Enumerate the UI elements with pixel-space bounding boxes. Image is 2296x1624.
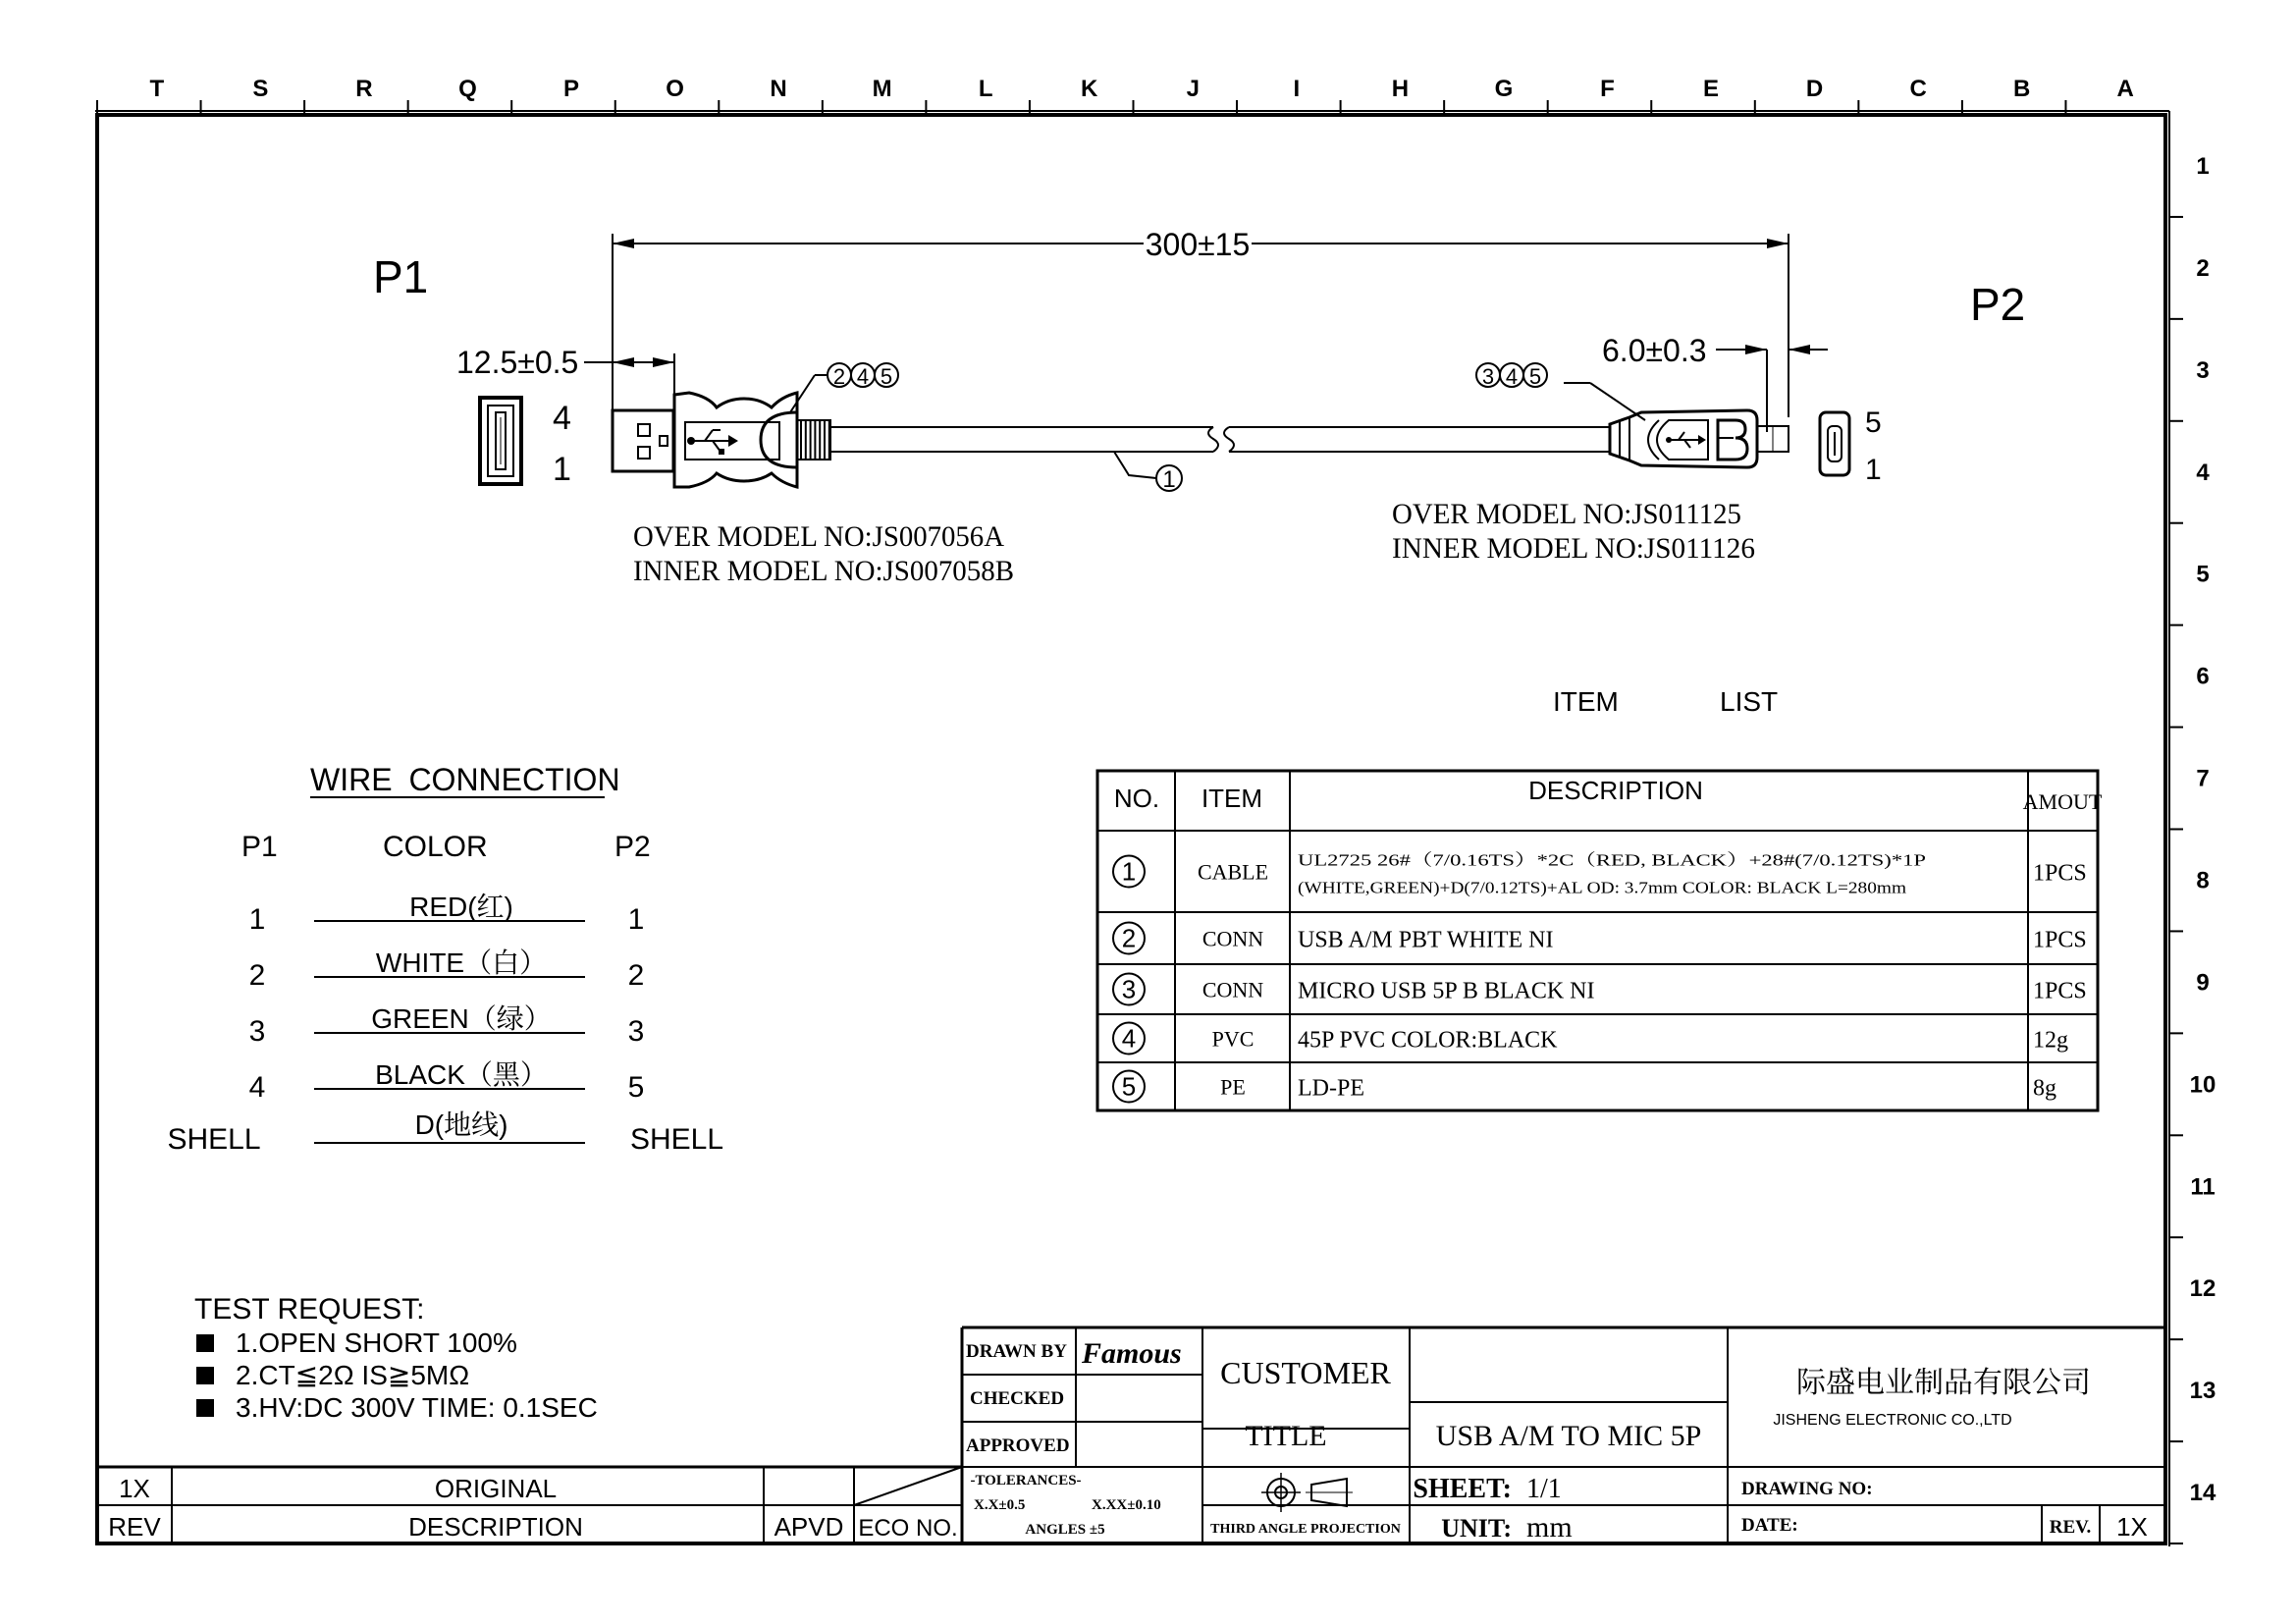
wire-p2-pin: 3 [627,1015,645,1048]
wire-p2-pin: 5 [627,1071,645,1104]
p1-over-model: OVER MODEL NO:JS007056A [633,520,1005,553]
usb-symbol-icon [687,430,738,455]
company-name-english: JISHENG ELECTRONIC CO.,LTD [1773,1412,2012,1429]
wire-connection-table [167,762,723,1156]
bullet-icon [196,1399,214,1417]
item-row-amount: 1PCS [2033,978,2087,1004]
tolerances-label: -TOLERANCES- [970,1473,1082,1489]
wire-color: D(地线) [414,1110,508,1140]
item-list-row [1113,851,2087,897]
wire-color: RED(红) [409,892,513,922]
row-zone-12: 12 [2189,1275,2216,1303]
revision-value: 1X [119,1474,150,1503]
wire-color: BLACK（黑） [375,1059,548,1090]
row-zone-8: 8 [2196,867,2210,894]
p1-pin-top: 4 [553,400,571,437]
p1-model-numbers [633,520,1014,587]
column-zone-h: H [1391,76,1410,102]
column-zone-e: E [1703,76,1720,102]
drawn-by-signature: Famous [1082,1337,1182,1370]
column-zone-j: J [1186,76,1200,102]
cable-callout-number: 1 [1162,466,1176,493]
item-list-row [1113,1071,2056,1103]
item-row-description: USB A/M PBT WHITE NI [1298,927,1554,953]
item-row-item: CONN [1201,926,1264,951]
row-zone-4: 4 [2196,459,2210,486]
item-list-row [1113,923,2087,954]
callout-number: 5 [880,364,893,389]
item-row-amount: 8g [2033,1075,2056,1102]
title-label: TITLE [1245,1420,1327,1452]
micro-usb-face-view [1820,406,1882,486]
p2-part-callouts [1476,363,1645,420]
p2-model-numbers [1392,498,1755,565]
revision-apvd-label: APVD [774,1512,844,1542]
row-zone-7: 7 [2196,765,2210,792]
projection-label: THIRD ANGLE PROJECTION [1210,1522,1401,1537]
wire-row [249,1003,645,1048]
tolerance-one-decimal: X.X±0.5 [974,1497,1026,1513]
item-row-item: CABLE [1197,859,1269,885]
column-zone-n: N [770,76,787,102]
p1-label: P1 [373,251,429,302]
checked-label: CHECKED [970,1388,1065,1409]
item-row-number: 3 [1121,974,1137,1004]
callout-number: 4 [1505,364,1519,389]
column-zone-p: P [562,76,579,102]
item-row-amount: 1PCS [2033,860,2087,887]
unit-label: UNIT: [1441,1514,1512,1543]
p1-part-callouts [790,363,898,412]
wire-header-color: COLOR [383,831,488,863]
wire-p1-pin: 4 [248,1071,266,1104]
test-request-item: 1.OPEN SHORT 100% [236,1327,517,1358]
column-zone-s: S [252,76,269,102]
test-request-notes [194,1293,598,1423]
p2-inner-model: INNER MODEL NO:JS011126 [1392,532,1755,565]
p2-dimension-value: 6.0±0.3 [1602,333,1707,368]
usb-symbol-icon [1666,432,1706,448]
item-row-item: CONN [1201,977,1264,1002]
column-zone-d: D [1805,76,1824,102]
item-list-title-item: ITEM [1553,686,1619,717]
row-zone-9: 9 [2196,969,2210,997]
customer-label: CUSTOMER [1220,1355,1391,1390]
p2-over-model: OVER MODEL NO:JS011125 [1392,498,1741,530]
test-request-item: 2.CT≦2Ω IS≧5MΩ [236,1360,470,1390]
wire-p2-pin: 2 [627,959,645,992]
callout-number: 5 [1528,364,1542,389]
row-zone-11: 11 [2190,1173,2216,1201]
item-row-description: MICRO USB 5P B BLACK NI [1298,978,1595,1004]
date-label: DATE: [1741,1515,1798,1536]
callout-number: 4 [856,364,870,389]
column-zone-m: M [872,76,892,102]
usb-a-plug-connector [613,393,830,487]
row-zone-13: 13 [2189,1378,2216,1405]
test-request-item: 3.HV:DC 300V TIME: 0.1SEC [236,1392,598,1423]
column-zone-r: R [355,76,373,102]
title-block-rev-label: REV. [2049,1517,2092,1538]
p1-inner-model: INNER MODEL NO:JS007058B [633,555,1014,587]
item-header-item: ITEM [1201,784,1263,813]
row-zone-1: 1 [2196,152,2210,180]
title-block [962,1327,2165,1543]
column-zone-c: C [1909,76,1927,102]
unit-value: mm [1526,1511,1573,1543]
item-header-no: NO. [1113,784,1160,813]
column-zone-a: A [2116,76,2134,102]
wire-p1-pin: 2 [248,959,266,992]
cable-callout [1114,452,1182,493]
title-value: USB A/M TO MIC 5P [1435,1420,1702,1452]
p2-label: P2 [1970,279,2026,330]
row-zone-14: 14 [2189,1480,2216,1507]
wire-p1-pin: 1 [248,903,266,936]
p2-pin-bottom: 1 [1865,454,1882,486]
revision-eco-label: ECO NO. [858,1515,958,1542]
cable-body [830,427,1610,452]
column-zone-i: I [1293,76,1301,102]
p1-pin-bottom: 1 [553,451,571,488]
column-zone-g: G [1494,76,1514,102]
p1-dimension-value: 12.5±0.5 [456,345,579,380]
row-zone-10: 10 [2189,1071,2216,1099]
revision-rev-label: REV [108,1512,161,1542]
wire-p1-pin: 3 [248,1015,266,1048]
callout-number: 2 [832,364,846,389]
wire-color: GREEN（绿） [371,1003,552,1034]
row-zone-6: 6 [2196,663,2210,690]
drawing-no-label: DRAWING NO: [1741,1479,1873,1499]
revision-description-value: ORIGINAL [434,1474,558,1503]
tolerance-angles: ANGLES ±5 [1025,1522,1105,1538]
micro-usb-plug-connector [1610,410,1789,467]
item-list-row [1113,974,2087,1005]
item-list-title-list: LIST [1720,686,1779,717]
total-length-dimension [613,227,1789,417]
approved-label: APPROVED [966,1435,1070,1456]
wire-row [167,1110,723,1156]
total-length-value: 300±15 [1145,227,1251,262]
p2-pin-top: 5 [1865,406,1882,439]
item-row-number: 4 [1121,1023,1137,1054]
callout-number: 3 [1481,364,1495,389]
item-row-description: 45P PVC COLOR:BLACK [1298,1027,1558,1054]
column-zone-l: L [978,76,993,102]
item-header-amount: AMOUT [2022,789,2103,814]
company-name-chinese: 际盛电业制品有限公司 [1796,1367,2091,1399]
item-row-amount: 12g [2033,1027,2068,1054]
row-zone-3: 3 [2196,356,2210,384]
column-zone-q: Q [458,76,477,102]
row-zone-labels [2190,153,2216,1506]
wire-p1-pin: SHELL [167,1123,261,1156]
sheet-value: 1/1 [1526,1474,1562,1504]
item-list-row [1113,1023,2068,1055]
cable-assembly-drawing [373,227,2025,587]
tolerance-two-decimal: X.XX±0.10 [1092,1497,1161,1513]
column-zone-f: F [1600,76,1615,102]
item-row-description-line: (WHITE,GREEN)+D(7/0.12TS)+AL OD: 3.7mm COLOR: BLACK L=280mm [1298,878,1906,897]
item-row-number: 5 [1121,1071,1137,1102]
wire-row [249,1059,645,1104]
test-request-title: TEST REQUEST: [194,1293,425,1326]
wire-header-p1: P1 [241,831,278,863]
column-zone-o: O [666,76,684,102]
item-row-amount: 1PCS [2033,927,2087,953]
item-row-description-line: UL2725 26#（7/0.16TS）*2C（RED, BLACK）+28#(7/0.12TS)*1P [1298,850,1926,870]
wire-color: WHITE（白） [375,947,548,978]
revision-block [97,1467,962,1543]
bullet-icon [196,1334,214,1352]
item-row-item: PE [1220,1074,1246,1100]
item-list-table [1097,686,2103,1110]
item-row-item: PVC [1211,1026,1255,1052]
sheet-label: SHEET: [1413,1474,1512,1504]
item-row-description: LD-PE [1298,1075,1364,1102]
p2-plug-dimension [1602,333,1828,432]
wire-connection-title: WIRE CONNECTION [310,762,620,797]
column-zone-k: K [1081,76,1098,102]
item-row-number: 1 [1121,856,1137,887]
wire-p2-pin: 1 [627,903,645,936]
row-zone-2: 2 [2196,254,2210,282]
item-row-number: 2 [1121,923,1137,953]
wire-header-p2: P2 [614,831,651,863]
wire-row [249,892,645,936]
title-block-rev-value: 1X [2116,1512,2148,1542]
item-header-description: DESCRIPTION [1528,776,1703,805]
usb-a-face-view [480,398,571,488]
revision-description-label: DESCRIPTION [408,1512,583,1542]
wire-row [249,947,645,992]
bullet-icon [196,1367,214,1384]
wire-p2-pin: SHELL [630,1123,724,1156]
column-zone-labels [149,76,2133,102]
column-zone-t: T [149,76,165,102]
drawn-by-label: DRAWN BY [966,1341,1067,1362]
row-zone-5: 5 [2196,561,2210,588]
column-zone-b: B [2013,76,2031,102]
